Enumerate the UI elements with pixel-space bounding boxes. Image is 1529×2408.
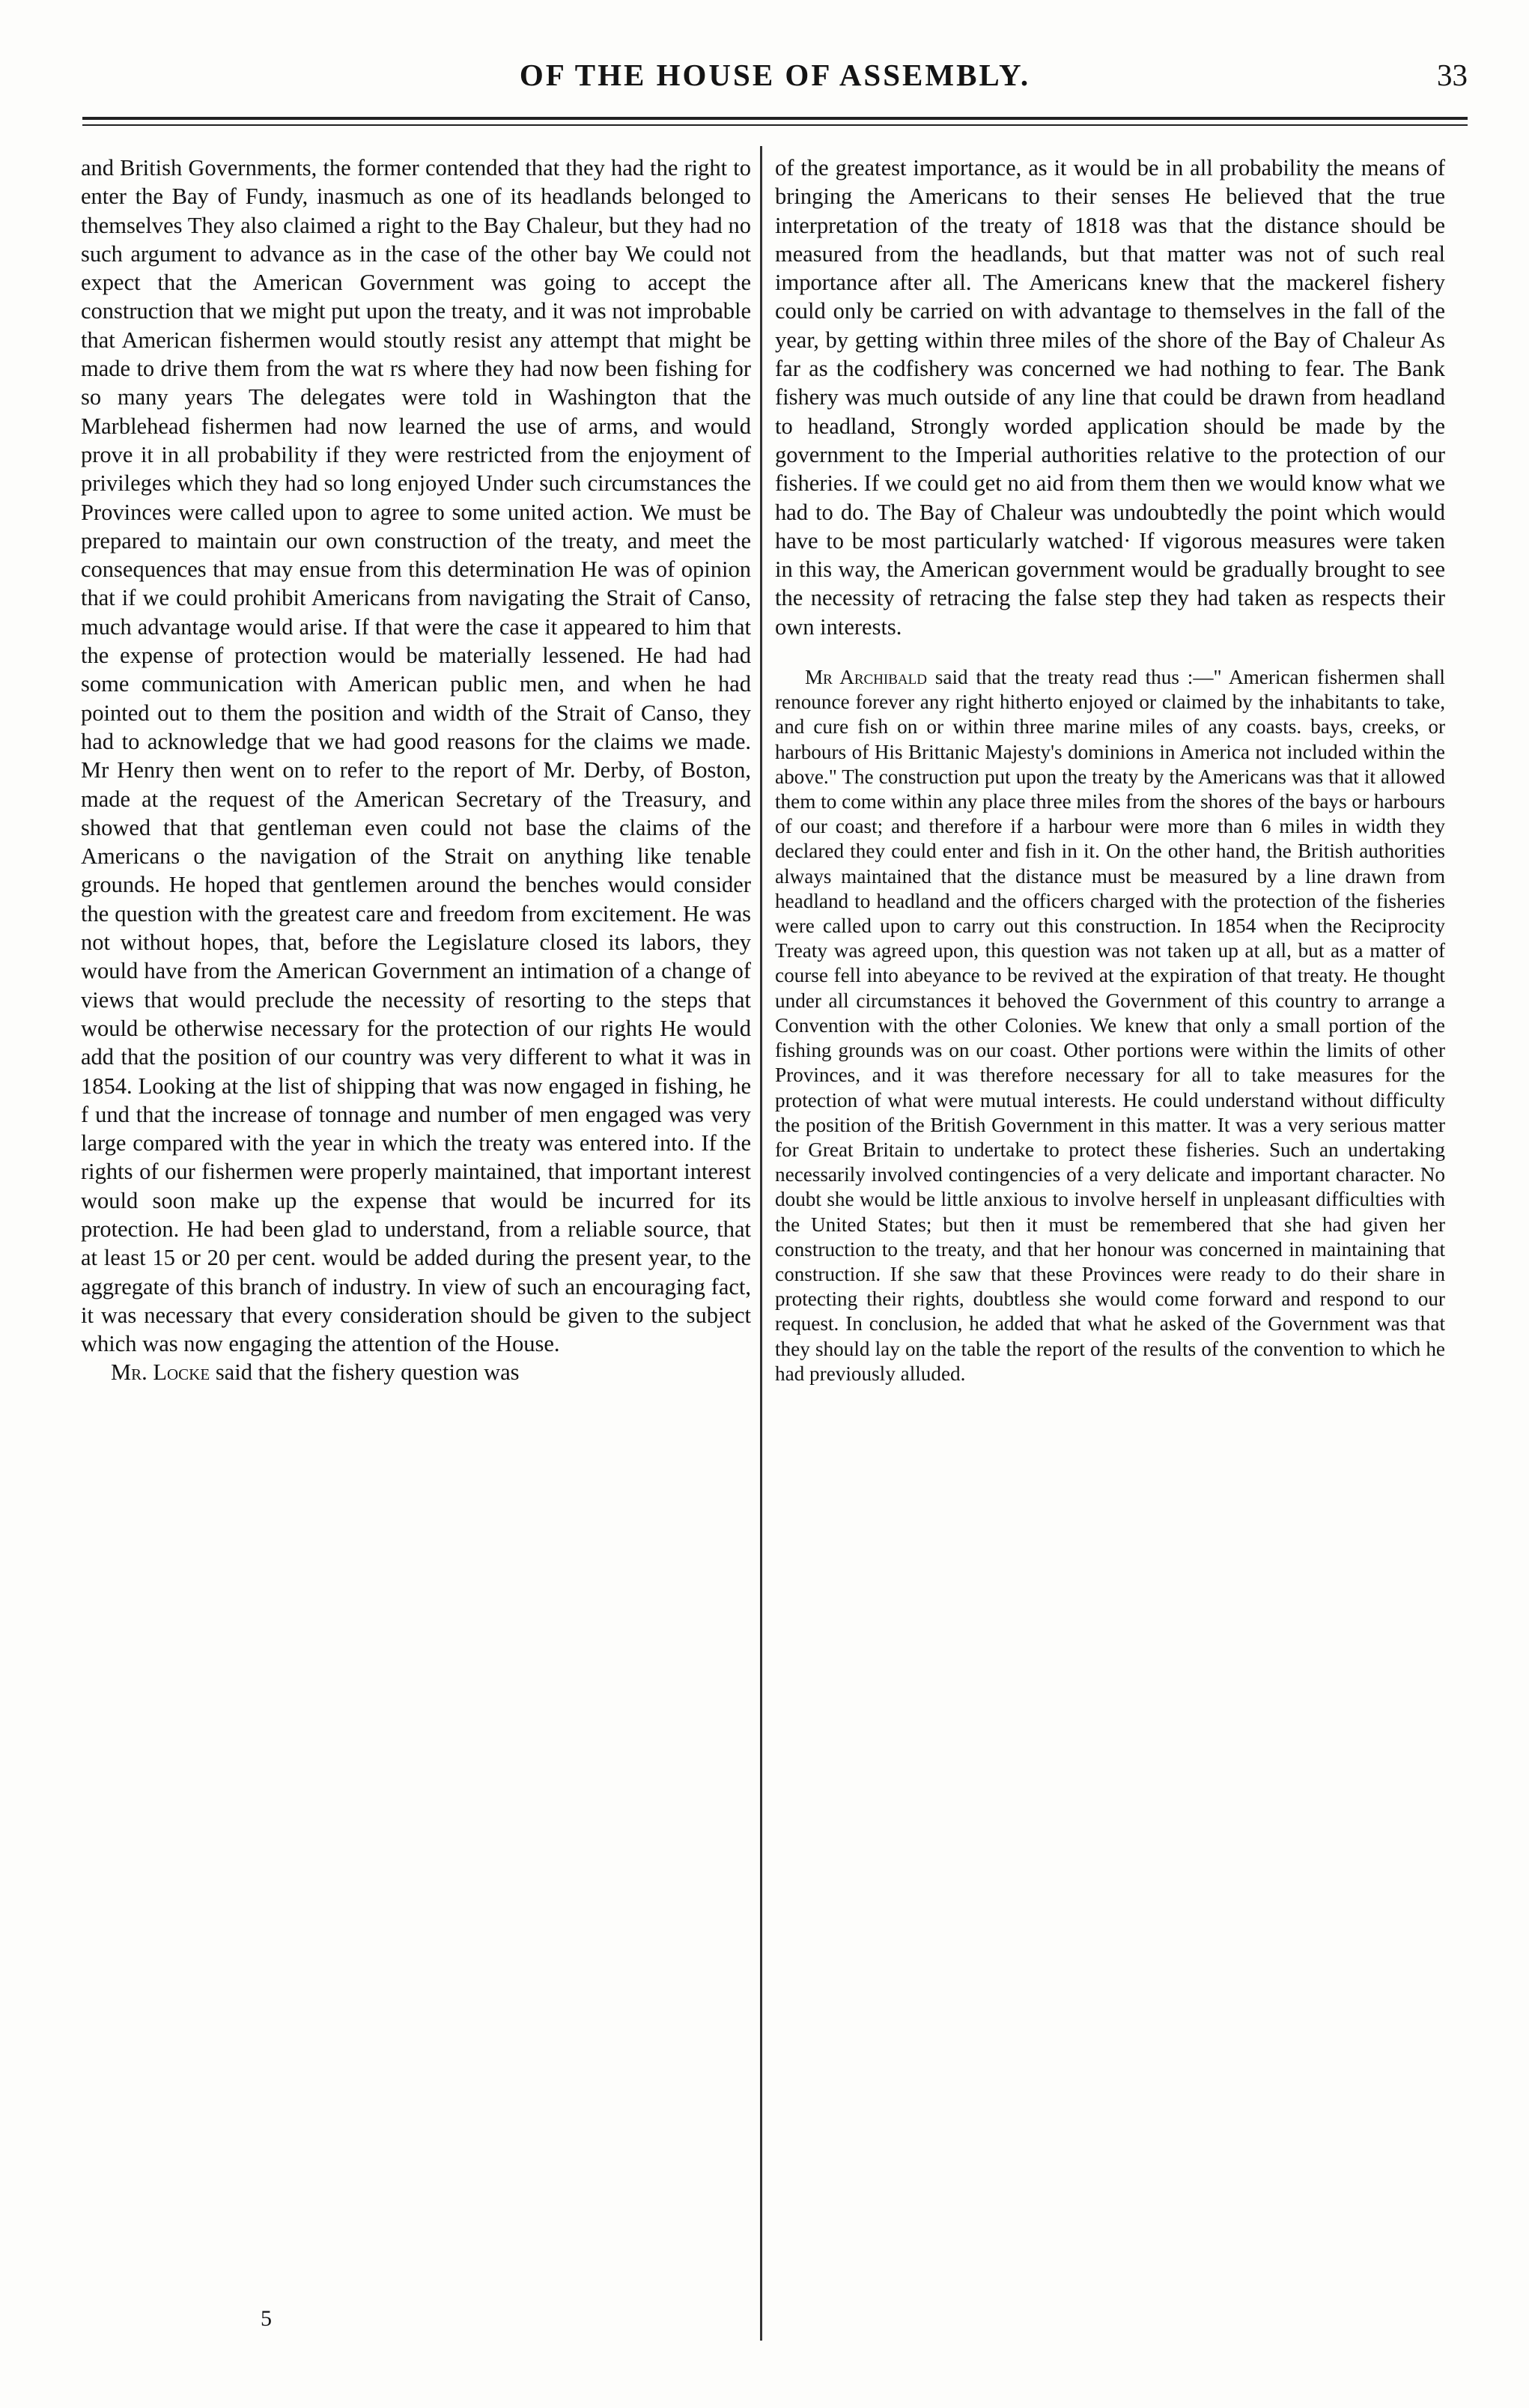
- header-rule-thin: [82, 124, 1468, 126]
- left-paragraph-1: and British Governments, the former contended that they had the right to enter the Bay of Fundy, inasmuch as one of its headlands belonged to themselves They also claimed a right to the Bay Chaleur, but they had no such argument to advance as in the case of the other bay We could not expect that the American Government was going to accept the construction that we might put upon the treaty, and it was not improbable that American fishermen would stoutly resist any attempt that might be made to drive them from the wat rs where they had now been fishing for so many years The delegates were told in Washington that the Marblehead fishermen had now learned the use of arms, and would prove it in all probability if they were restricted from the enjoyment of privileges which they had so long enjoyed Under such circumstances the Provinces were called upon to agree to some united action. We must be prepared to maintain our own construction of the treaty, and meet the consequences that may ensue from this determination He was of opinion that if we could prohibit Americans from navigating the Strait of Canso, much advantage would arise. If that were the case it appeared to him that the expense of protection would be materially lessened. He had had some communication with American public men, and when he had pointed out to them the position and width of the Strait of Canso, they had to acknowledge that we had good reasons for the claims we made. Mr Henry then went on to refer to the report of Mr. Derby, of Boston, made at the request of the American Secretary of the Treasury, and showed that that gentleman even could not base the claims of the Americans o the navigation of the Strait on anything like tenable grounds. He hoped that gentlemen around the benches would consider the question with the greatest care and freedom from excitement. He was not without hopes, that, before the Legislature closed its labors, they would have from the American Government an intimation of a change of views that would preclude the necessity of resorting to the steps that would be otherwise necessary for the protection of our rights He would add that the position of our country was very different to what it was in 1854. Looking at the list of shipping that was now engaged in fishing, he f und that the increase of tonnage and number of men engaged was very large compared with the year in which the treaty was entered into. If the rights of our fishermen were properly maintained, that important interest would soon make up the expense that would be incurred for its protection. He had been glad to understand, from a reliable source, that at least 15 or 20 per cent. would be added during the present year, to the aggregate of this branch of industry. In view of such an encouraging fact, it was necessary that every consideration should be given to the subject which was now engaging the attention of the House.: [81, 155, 751, 1357]
- page-header: [82, 52, 1468, 112]
- header-rule-thick: [82, 117, 1468, 120]
- right-column: [775, 154, 1445, 1386]
- left-column: [81, 154, 751, 1387]
- left-paragraph-2: [81, 1358, 751, 1386]
- column-divider: [760, 146, 762, 2341]
- speaker-name-locke: Mr. Locke: [111, 1359, 210, 1386]
- signature-mark: 5: [261, 2306, 272, 2331]
- page-number: 33: [1437, 58, 1468, 92]
- right-paragraph-2-text: said that the treaty read thus :—" American fishermen shall renounce forever any right hitherto enjoyed or claimed by the inhabitants to take, and cure fish on or within three marine miles of any coasts. bays, creeks, or harbours of His Brittanic Majesty's dominions in America not included within the above." The construction put upon the treaty by the Americans was that it allowed them to come within any place three miles from the shores of the bays or harbours of our coast; and therefore if a harbour were more than 6 miles in width they declared they could enter and fish in it. On the other hand, the British authorities always maintained that the distance must be measured by a line drawn from headland to headland and the officers charged with the protection of the fisheries were called upon to carry out this construction. In 1854 when the Reciprocity Treaty was agreed upon, this question was not taken up at all, but as a matter of course fell into abeyance to be revived at the expiration of that treaty. He thought under all circumstances it behoved the Government of this country to arrange a Convention with the other Colonies. We knew that only a small portion of the fishing grounds was on our coast. Other portions were within the limits of other Provinces, and it was therefore necessary for all to take measures for the protection of what were mutual interests. He could understand without difficulty the position of the British Government in this matter. It was a very serious matter for Great Britain to undertake to protect these fisheries. Such an undertaking necessarily involved contingencies of a very delicate and important character. No doubt she would be little anxious to involve herself in unpleasant difficulties with the United States; but then it must be remembered that she had given her construction to the treaty, and that her honour was concerned in maintaining that construction. If she saw that these Provinces were ready to do their share in protecting their rights, doubtless she would come forward and respond to our request. In conclusion, he added that what he asked of the Government was that they should lay on the table the report of the results of the convention to which he had previously alluded.: [775, 666, 1445, 1385]
- right-paragraph-2: [775, 665, 1445, 1386]
- right-paragraph-1: of the greatest importance, as it would be in all probability the means of bringing the Americans to their senses He believed that the true interpretation of the treaty of 1818 was that the distance should be measured from the headlands, but that matter was not of such real importance after all. The Americans knew that the mackerel fishery could only be carried on with advantage to themselves in the fall of the year, by getting within three miles of the shore of the Bay of Chaleur As far as the codfishery was concerned we had nothing to fear. The Bank fishery was much outside of any line that could be drawn from headland to headland, Strongly worded application should be made by the government to the Imperial authorities relative to the protection of our fisheries. If we could get no aid from them then we would know what we had to do. The Bay of Chaleur was undoubtedly the point which would have to be most particularly watched· If vigorous measures were taken in this way, the American government would be gradually brought to see the necessity of retracing the false step they had taken as respects their own interests.: [775, 155, 1445, 640]
- running-title: OF THE HOUSE OF ASSEMBLY.: [519, 58, 1031, 92]
- left-paragraph-2-text: said that the fishery question was: [210, 1359, 520, 1386]
- speaker-name-archibald: Mr Archibald: [805, 666, 927, 689]
